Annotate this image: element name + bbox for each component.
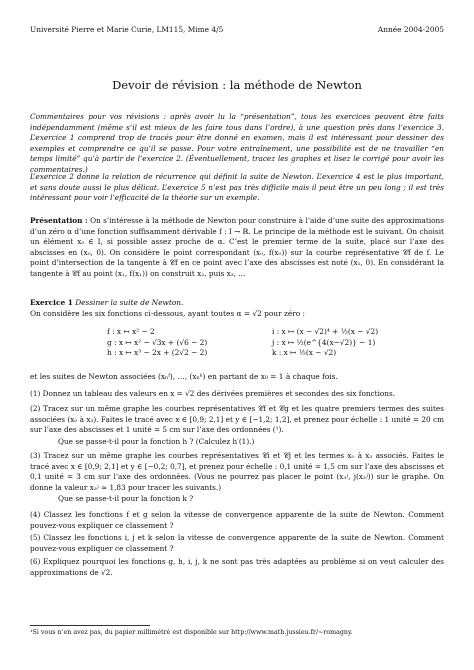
exercise1-subtitle: Dessiner la suite de Newton.	[75, 298, 184, 307]
exercise1-intro: On considère les six fonctions ci-dessous, ayant toutes α = √2 pour zéro :	[30, 309, 306, 318]
functions-left	[107, 327, 207, 359]
question-4: (4) Classez les fonctions f et g selon la vitesse de convergence apparente de la suite de Newton. Comment pouvez-vous expliquer ce classement ?	[30, 510, 444, 530]
exercise1-heading	[30, 298, 183, 307]
question-5: (5) Classez les fonctions i, j et k selon la vitesse de convergence apparente de la suite de Newton. Comment pouvez-vous expliquer ce classement ?	[30, 533, 444, 553]
function-f: f : x ↦ x² − 2	[107, 327, 155, 336]
question-1: (1) Donnez un tableau des valeurs en x = √2 des dérivées premières et secondes des six fonctions.	[30, 389, 396, 398]
function-h: h : x ↦ x³ − 2x + (2√2 − 2)	[107, 348, 208, 357]
footnote: ¹Si vous n’en avez pas, du papier millimétré est disponible sur http://www.math.jussieu.fr/~romagny.	[30, 629, 353, 636]
header-course: Université Pierre et Marie Curie, LM115, Mime 4/5	[30, 25, 224, 34]
function-k: k : x ↦ ½(x − √2)	[272, 348, 337, 357]
header-year: Année 2004-2005	[377, 25, 444, 34]
presentation-text: On s’intéresse à la méthode de Newton pour construire à l’aide d’une suite des approximations d’un zéro α d’une fonction suffisamment dérivable f : I → ℝ. Le principe de la méthode est le suivant. On choisit un élément x₀ ∈ I, si possible assez proche de α. C’est le premier terme de la suite, placé sur l’axe des abscisses en (x₀, 0). On considère le point correspondant (x₀, f(x₀)) sur la courbe représentative 𝒞f de f. Le point d’intersection de la tangente à 𝒞f en ce point avec l’axe des abscisses est noté (x₁, 0). En considérant la tangente à 𝒞f au point (x₁, f(x₁)) on construit x₂, puis x₃, ...	[30, 216, 444, 278]
comments-paragraph-1: Commentaires pour vos révisions : après avoir lu la “présentation”, tous les exercices peuvent être faits indépendamment (même s’il est mieux de les faire tous dans l’ordre), à une question près dans l’exercice 3. L’exercice 1 comprend trop de tracés pour être donné en examen, mais il est intéressant pour dessiner des exemples et comprendre ce qu’il se passe. Pour votre entraînement, une possibilité est de ne travailler “en temps limité” qu’à partir de l’exercice 2. (Éventuellement, tracez les graphes et lisez le corrigé pour avoir les commentaires.)	[30, 112, 444, 174]
function-i: i : x ↦ (x − √2)⁴ + ½(x − √2)	[272, 327, 379, 336]
question-2-followup: Que se passe-t-il pour la fonction h ? (Calculez h′(1).)	[58, 437, 255, 446]
function-g: g : x ↦ x² − √3x + (√6 − 2)	[107, 337, 208, 347]
functions-right	[272, 327, 378, 359]
comments-paragraph-2: L’exercice 2 donne la relation de récurrence qui définit la suite de Newton. L’exercice 4 est le plus important, et sans doute aussi le plus délicat. L’exercice 5 n’est pas très difficile mais il peut être un peu long ; il est très intéressant pour voir l’efficacité de la théorie sur un exemple.	[30, 172, 444, 203]
question-6: (6) Expliquez pourquoi les fonctions g, h, i, j, k ne sont pas très adaptées au problème si on veut calculer des approximations de √2.	[30, 557, 444, 577]
question-3-followup: Que se passe-t-il pour la fonction k ?	[58, 494, 194, 503]
function-j: j : x ↦ ½(e^{4(x−√2)} − 1)	[272, 337, 376, 347]
footnote-rule	[30, 625, 150, 626]
question-2: (2) Tracez sur un même graphe les courbes représentatives 𝒞f et 𝒞g et les quatre premiers termes des suites associées (x₀ à x₃). Faites le tracé avec x ∈ [0,9; 2,1] et y ∈ [−1,2; 1,2], et prenez pour échelle : 1 unité = 20 cm sur l’axe des abscisses et 1 unité = 5 cm sur l’axe des ordonnées (¹).	[30, 404, 444, 435]
presentation-label: Présentation :	[30, 216, 88, 225]
page-header	[30, 25, 444, 34]
question-3: (3) Tracez sur un même graphe les courbes représentatives 𝒞i et 𝒞j et les termes x₀ à x₃ associés. Faites le tracé avec x ∈ [0,9; 2,1] et y ∈ [−0,2; 0,7], et prenez pour échelle : 0,1 unité = 1,5 cm sur l’axe des abscisses et 0,1 unité = 3 cm sur l’axe des ordonnées. (Vous ne pourrez pas placer le point (x₃ʲ, j(x₃ʲ)) sur le graphe. On donne la valeur x₃ʲ ≈ 1,83 pour tracer les suivants.)	[30, 451, 444, 492]
page-title: Devoir de révision : la méthode de Newton	[112, 78, 362, 92]
newton-suites-line: et les suites de Newton associées (xₙᶠ), …, (xₙᵏ) en partant de x₀ = 1 à chaque fois.	[30, 372, 338, 381]
presentation-paragraph	[30, 216, 444, 280]
exercise1-label: Exercice 1	[30, 298, 73, 307]
